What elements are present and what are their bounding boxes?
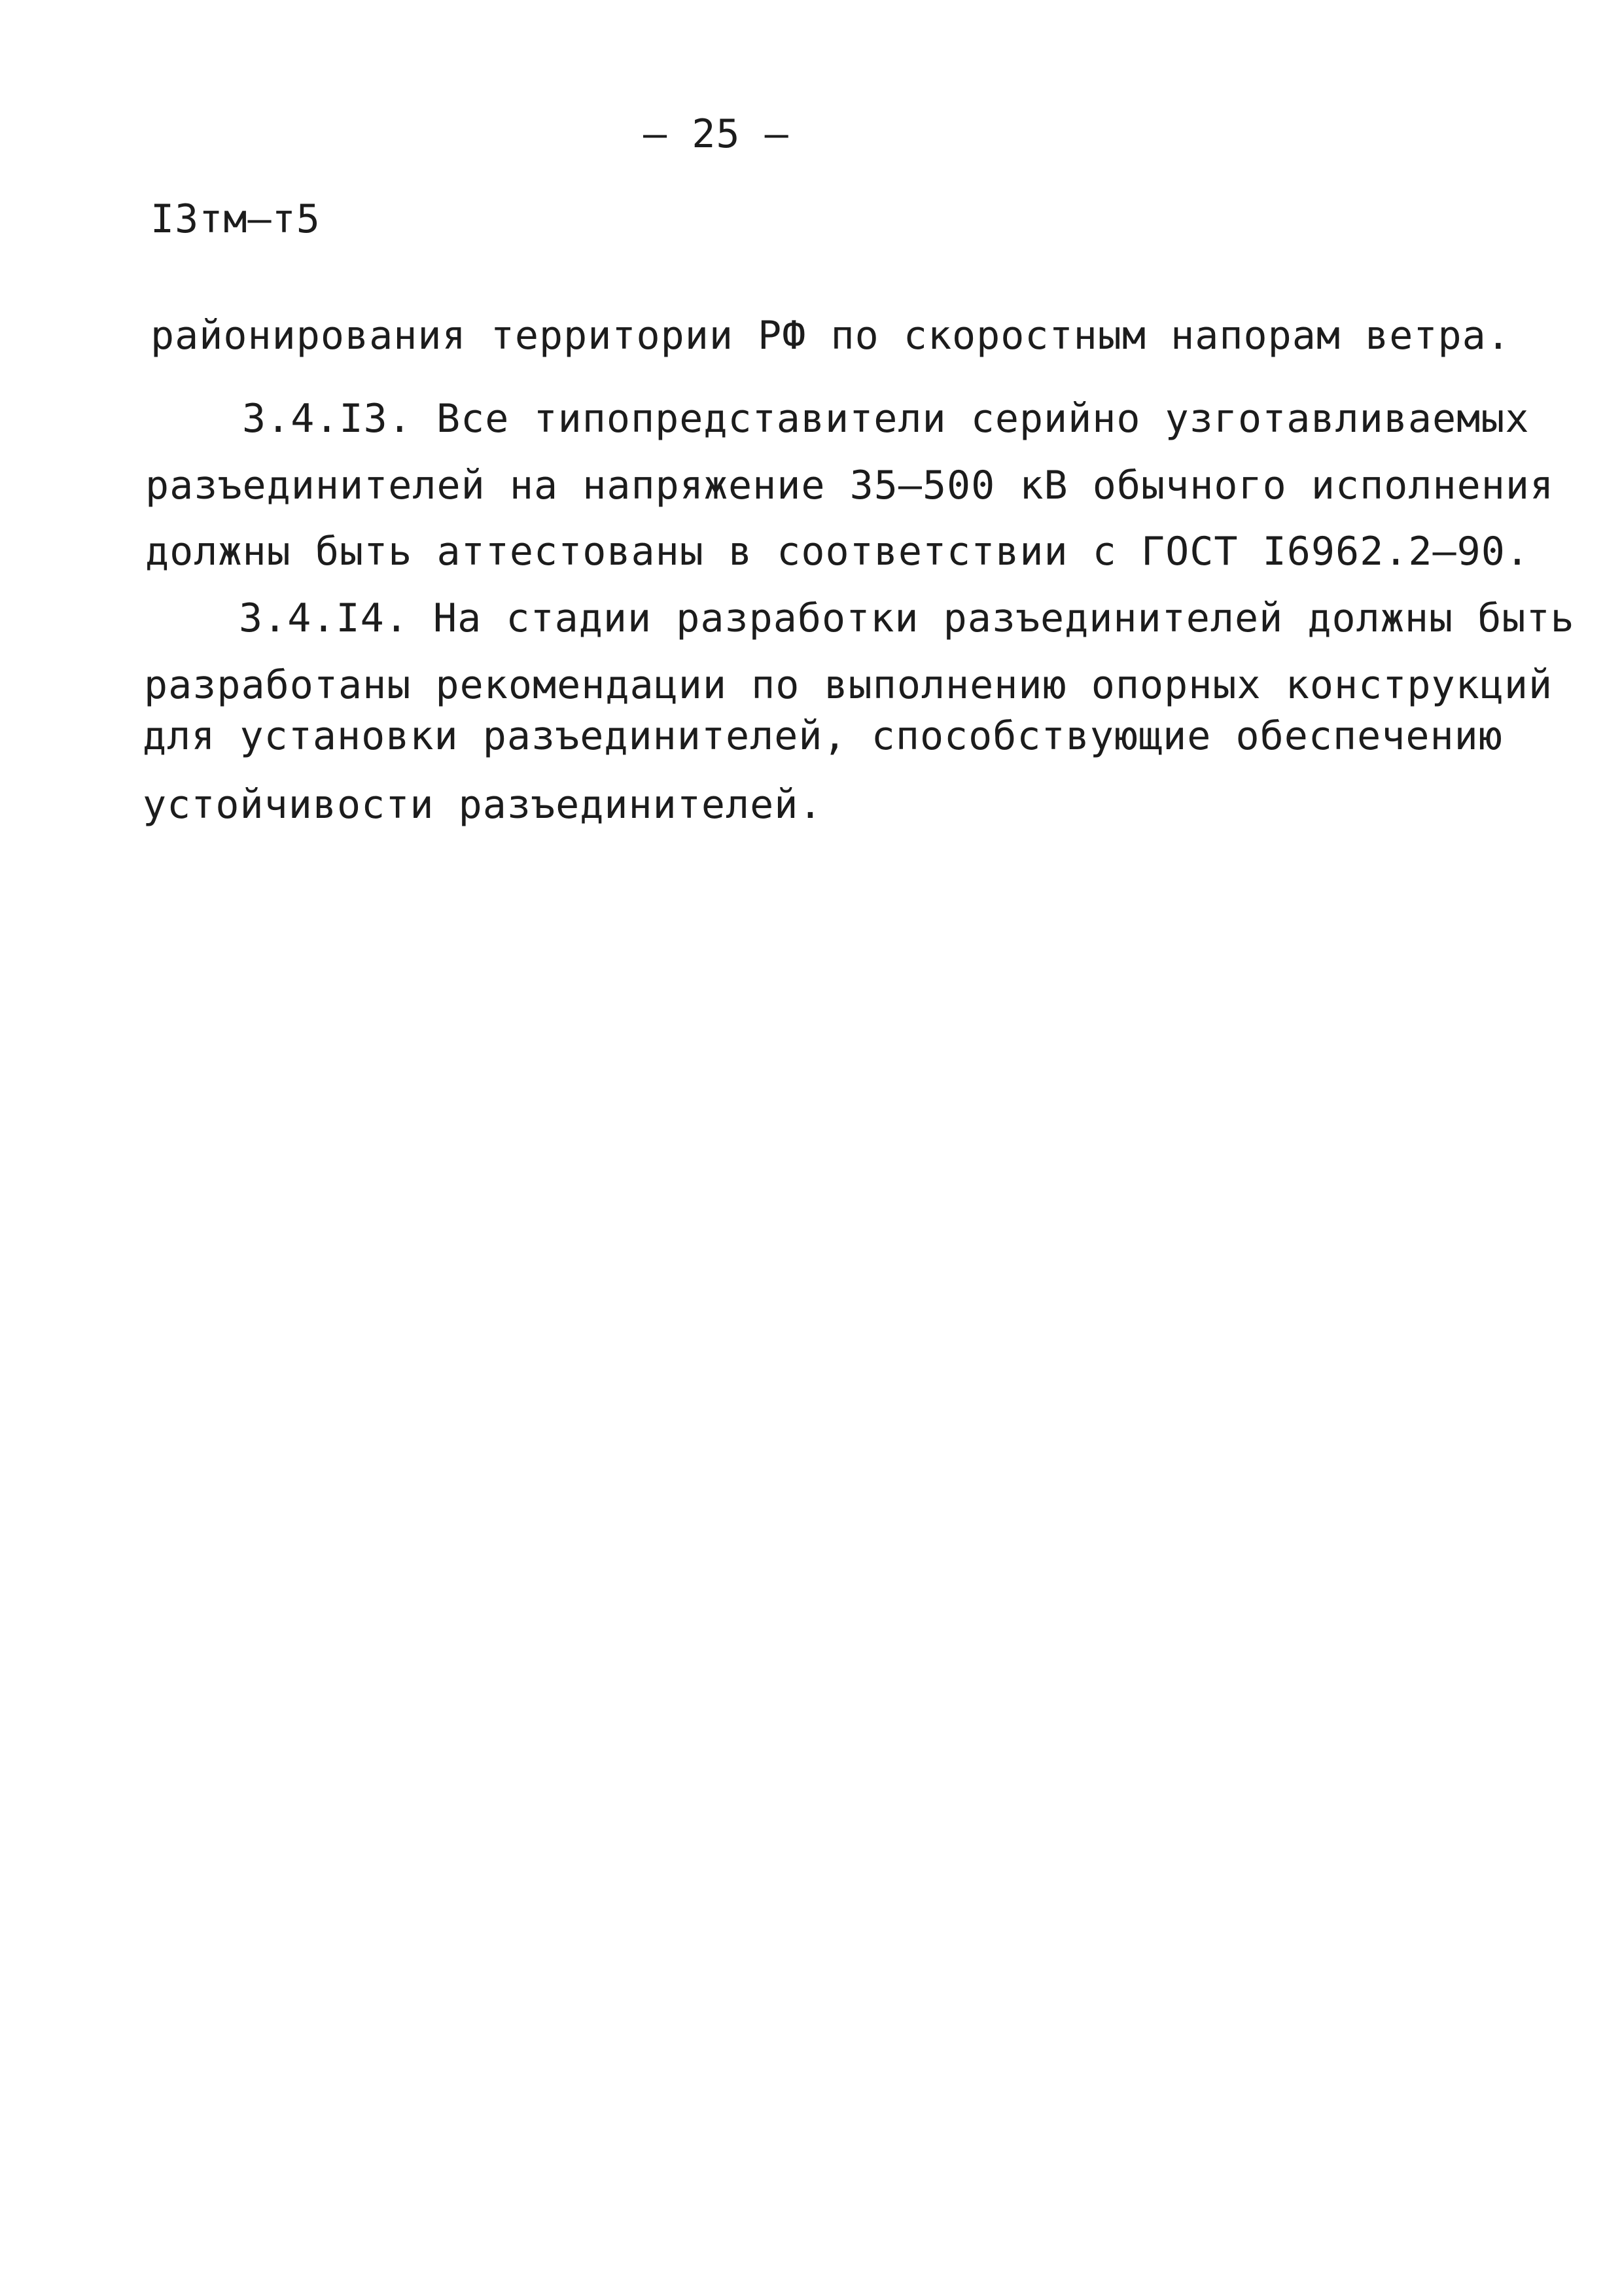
text-line: разъединителей на напряжение 35–500 кВ обычного исполнения xyxy=(145,463,1555,508)
text-line: разработаны рекомендации по выполнению опорных конструкций xyxy=(144,662,1553,708)
paragraph-3-4-13-first-line: 3.4.I3. Все типопредставители серийно узготавливаемых xyxy=(242,396,1530,442)
text-line: для установки разъединителей, способствующие обеспечению xyxy=(143,713,1503,759)
paragraph-3-4-14-first-line: 3.4.I4. На стадии разработки разъединителей должны быть xyxy=(239,595,1575,641)
page-number: – 25 – xyxy=(643,111,789,157)
text-line: устойчивости разъединителей. xyxy=(143,782,823,828)
document-code: I3тм–т5 xyxy=(150,196,321,242)
text-line: районирования территории РФ по скоростным напорам ветра. xyxy=(150,313,1511,359)
text-line: должны быть аттестованы в соответствии с ГОСТ I6962.2–90. xyxy=(145,529,1530,574)
